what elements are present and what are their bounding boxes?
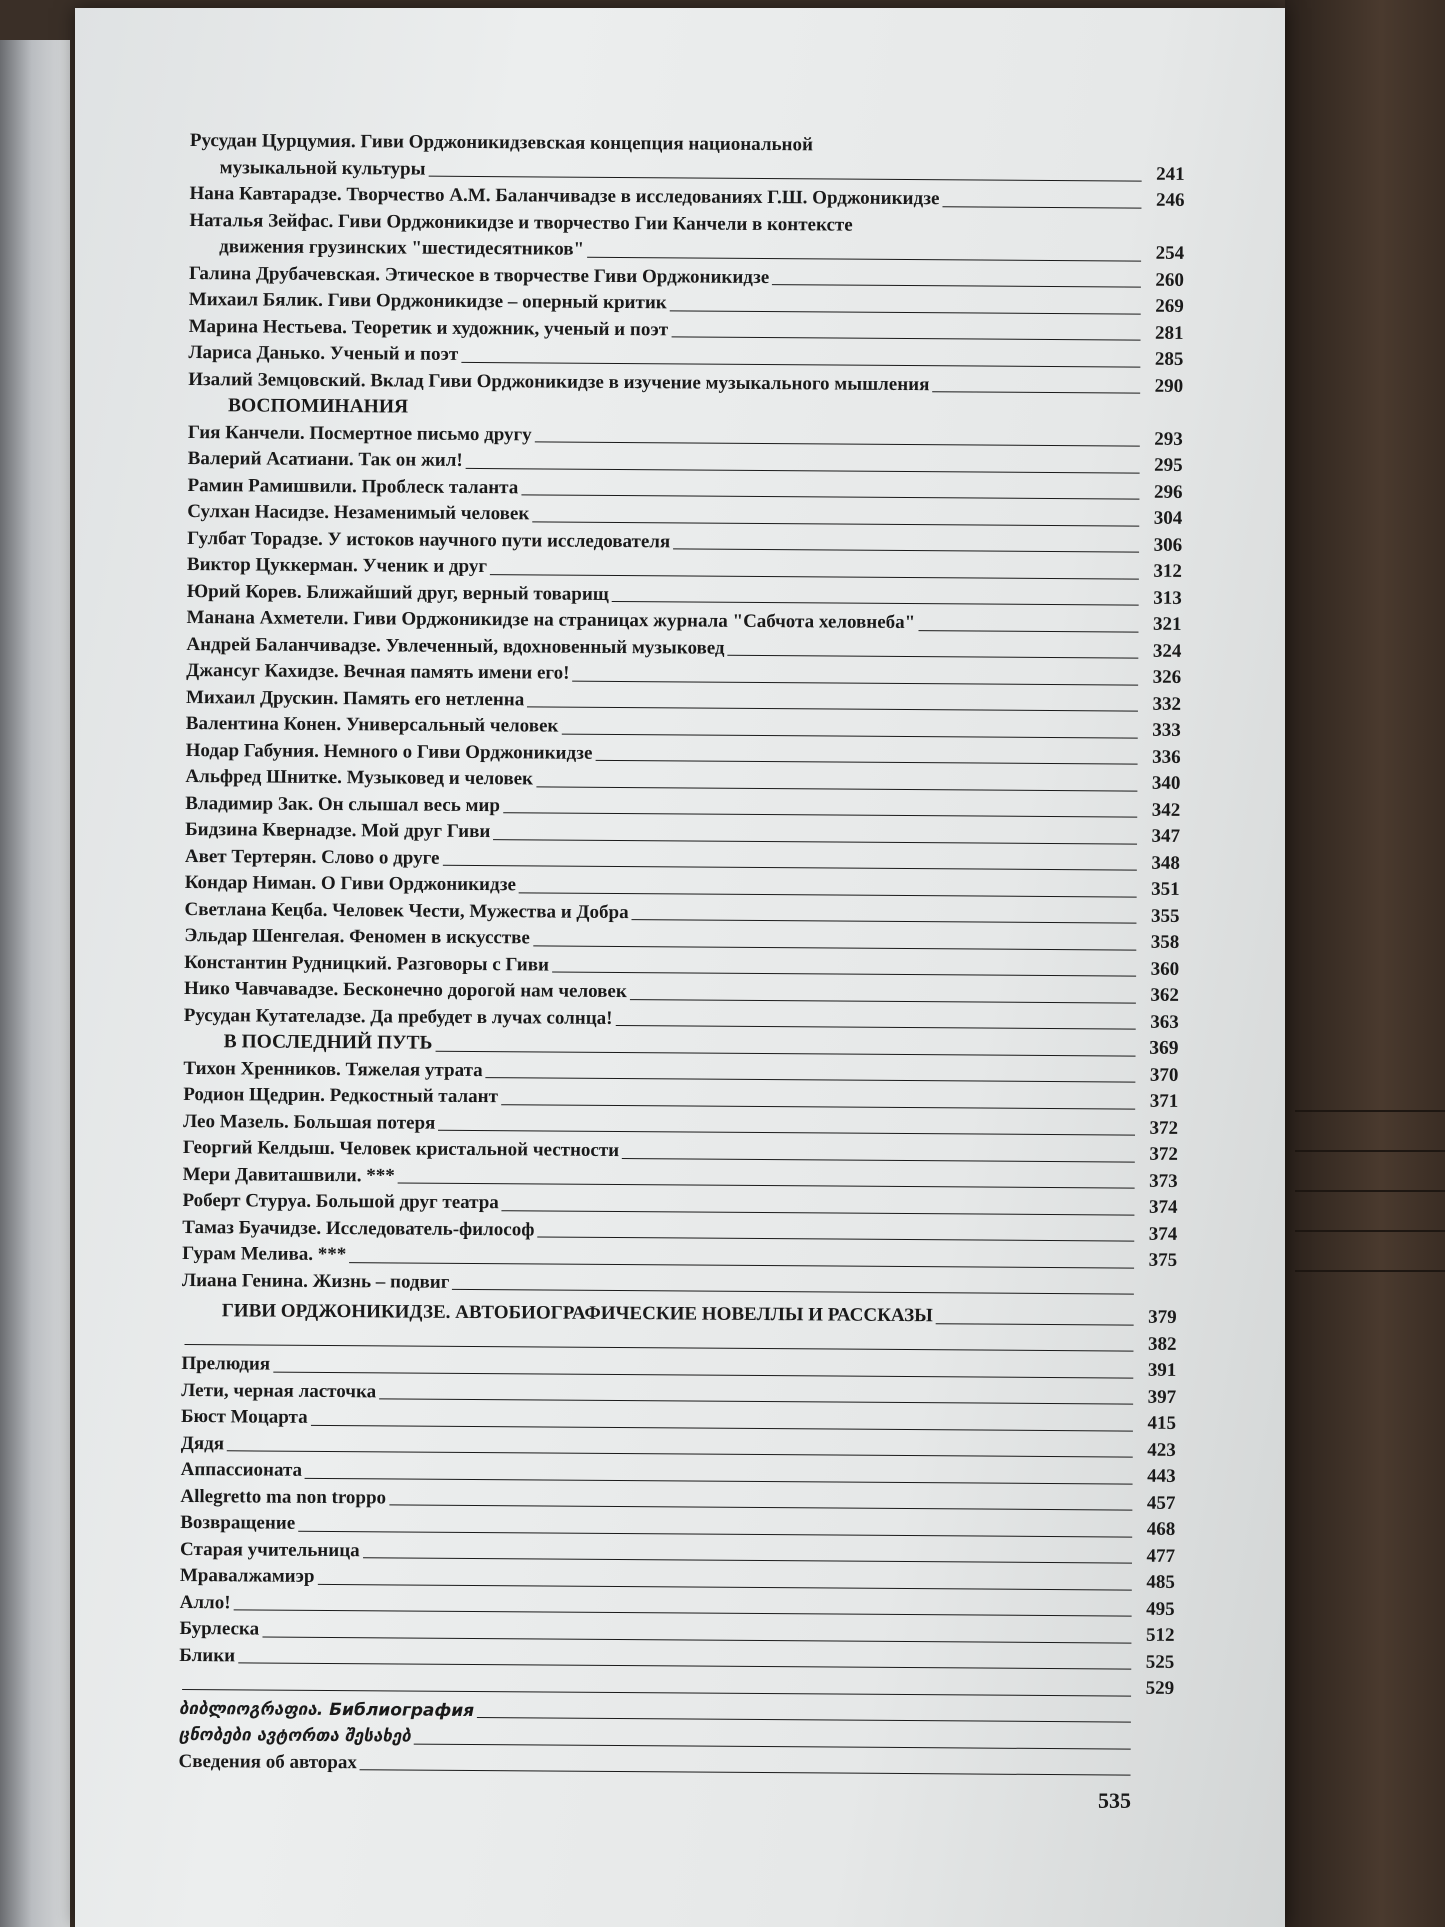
toc-entry-page: 370: [1149, 1064, 1179, 1086]
toc-entry-page: 373: [1149, 1170, 1178, 1192]
toc-leader-line: [533, 945, 1136, 950]
toc-entry-title: Allegretto ma non troppo: [180, 1485, 387, 1508]
toc-leader-line: [486, 1077, 1136, 1083]
toc-entry-page: 360: [1150, 958, 1180, 980]
toc-entry-title: Русудан Цурцумия. Гиви Орджоникидзевская концепция национальной: [189, 129, 814, 156]
toc-entry-title: Роберт Стуруа. Большой друг театра: [182, 1189, 499, 1214]
toc-leader-line: [630, 999, 1136, 1004]
toc-entry-title: музыкальной культуры: [219, 156, 426, 180]
toc-entry-page: 443: [1147, 1465, 1176, 1487]
toc-leader-line: [918, 630, 1138, 633]
toc-entry-title: Валентина Конен. Универсальный человек: [185, 712, 559, 737]
toc-entry-page: 348: [1151, 852, 1180, 874]
toc-leader-line: [398, 1182, 1135, 1188]
toc-entry-page: 290: [1154, 375, 1184, 397]
toc-entry-title: Джансуг Кахидзе. Вечная память имени его!: [186, 659, 570, 684]
toc-leader-line: [379, 1398, 1133, 1404]
toc-entry-title: Тихон Хренников. Тяжелая утрата: [183, 1057, 483, 1081]
toc-entry-page: 355: [1150, 905, 1180, 927]
toc-entry-title: Нико Чавчавадзе. Бесконечно дорогой нам человек: [183, 977, 627, 1003]
toc-entry-page: 512: [1145, 1624, 1175, 1646]
toc-leader-line: [572, 680, 1138, 685]
toc-leader-line: [561, 733, 1137, 738]
toc-entry-title: Лети, черная ласточка: [181, 1379, 377, 1402]
toc-leader-line: [227, 1450, 1133, 1457]
toc-entry-page: 324: [1152, 640, 1182, 662]
toc-leader-line: [411, 415, 1140, 420]
toc-entry-page: 321: [1152, 613, 1182, 635]
toc-entry-page: 358: [1150, 931, 1180, 953]
toc-entry-title: Бидзина Квернадзе. Мой друг Гиви: [185, 818, 491, 843]
toc-entry-title: Прелюдия: [181, 1352, 271, 1375]
toc-leader-line: [234, 1609, 1132, 1616]
toc-entry-page: 372: [1149, 1143, 1178, 1165]
toc-leader-line: [182, 1688, 1131, 1696]
toc-leader-line: [262, 1636, 1131, 1643]
toc-entry-page: 332: [1152, 693, 1182, 715]
toc-entry-page: 304: [1153, 507, 1183, 529]
toc-entry-page: 351: [1151, 878, 1180, 900]
background-surface: [1285, 0, 1445, 1927]
toc-leader-line: [673, 548, 1139, 552]
toc-leader-line: [428, 176, 1141, 182]
paper-stack-line: [1295, 1270, 1445, 1272]
toc-leader-line: [317, 1583, 1131, 1590]
toc-leader-line: [521, 494, 1139, 499]
toc-leader-line: [535, 441, 1140, 446]
toc-entry-page: 293: [1154, 428, 1183, 450]
toc-entry-page: 457: [1146, 1492, 1176, 1514]
paper-stack-line: [1295, 1150, 1445, 1152]
toc-entry-title: Гурам Мелива. ***: [182, 1242, 347, 1266]
toc-entry-title: Альфред Шнитке. Музыковед и человек: [185, 765, 534, 790]
toc-entry-title: Светлана Кецба. Человек Чести, Мужества и Добра: [184, 898, 629, 923]
toc-leader-line: [435, 1050, 1135, 1056]
toc-leader-line: [360, 1769, 1131, 1775]
toc-entry-page: 468: [1146, 1518, 1176, 1540]
toc-leader-line: [519, 892, 1137, 897]
toc-leader-line: [185, 1344, 1134, 1352]
toc-leader-line: [438, 1130, 1135, 1136]
toc-entry-title: Марина Нестьева. Теоретик и художник, ученый и поэт: [188, 315, 669, 340]
toc-leader-line: [461, 361, 1140, 367]
toc-entry-title: Владимир Зак. Он слышал весь мир: [185, 792, 501, 816]
toc-entry-title: Мравалжамиэр: [179, 1564, 315, 1587]
toc-entry-title: ГИВИ ОРДЖОНИКИДЗЕ. АВТОБИОГРАФИЧЕСКИЕ НОВЕЛЛЫ И РАССКАЗЫ: [221, 1300, 933, 1327]
toc-leader-line: [728, 655, 1139, 659]
toc-leader-line: [502, 1210, 1135, 1215]
toc-entry-page: 296: [1153, 481, 1183, 503]
toc-entry-page: 285: [1154, 348, 1184, 370]
toc-entry-title: Валерий Асатиани. Так он жил!: [187, 447, 463, 471]
toc-entry-title: Константин Рудницкий. Разговоры с Гиви: [184, 951, 550, 976]
toc-entry-title: Алло!: [179, 1591, 231, 1613]
toc-entry-page: 397: [1147, 1386, 1177, 1408]
toc-entry-page: 415: [1147, 1412, 1177, 1434]
toc-entry-page: 333: [1152, 719, 1181, 741]
toc-entry-page: 363: [1150, 1011, 1179, 1033]
toc-entry-page: 372: [1149, 1117, 1179, 1139]
toc-entry-title: Изалий Земцовский. Вклад Гиви Орджоникидзе в изучение музыкального мышления: [188, 368, 930, 395]
toc-leader-line: [587, 256, 1141, 261]
toc-entry-page: 525: [1145, 1651, 1175, 1673]
toc-entry-page: 382: [1147, 1333, 1177, 1355]
toc-leader-line: [349, 1262, 1134, 1268]
toc-entry-page: 529: [1145, 1677, 1175, 1699]
toc-entry-title: Юрий Корев. Ближайший друг, верный товарищ: [186, 580, 609, 605]
toc-entry-title: ცნობები ავტორთა შესახებ: [178, 1724, 411, 1747]
adjacent-page-edge: [0, 40, 70, 1927]
paper-stack-line: [1295, 1230, 1445, 1232]
toc-leader-line: [622, 1158, 1135, 1163]
toc-entry-page: 246: [1155, 189, 1185, 211]
toc-leader-line: [477, 1717, 1131, 1723]
toc-entry-page: 340: [1151, 772, 1181, 794]
toc-leader-line: [389, 1504, 1132, 1510]
toc-entry-page: 295: [1154, 454, 1183, 476]
toc-entry-page: 391: [1147, 1359, 1177, 1381]
toc-leader-line: [527, 706, 1138, 711]
toc-leader-line: [414, 1743, 1131, 1749]
paper-stack-line: [1295, 1190, 1445, 1192]
toc-leader-line: [670, 310, 1141, 314]
toc-leader-line: [490, 574, 1139, 580]
toc-leader-line: [305, 1477, 1133, 1484]
toc-entry-page: 362: [1150, 984, 1180, 1006]
toc-entry-page: 495: [1146, 1598, 1175, 1620]
toc-leader-line: [612, 601, 1139, 606]
toc-entry-title: Нана Кавтарадзе. Творчество А.М. Баланчивадзе в исследованиях Г.Ш. Орджоникидзе: [189, 182, 940, 210]
toc-entry-title: Михаил Бялик. Гиви Орджоникидзе – оперный критик: [188, 288, 667, 314]
toc-leader-line: [772, 284, 1141, 288]
toc-entry-page: 371: [1149, 1090, 1179, 1112]
toc-entry-page: 423: [1147, 1439, 1176, 1461]
toc-leader-line: [632, 919, 1137, 924]
toc-entry-page: 313: [1153, 587, 1182, 609]
toc-leader-line: [932, 391, 1140, 393]
toc-leader-line: [311, 1424, 1133, 1431]
toc-entry-page: 374: [1148, 1223, 1178, 1245]
toc-entry-page: 260: [1155, 269, 1185, 291]
toc-entry-title: Кондар Ниман. О Гиви Орджоникидзе: [184, 871, 517, 896]
toc-entry-page: 281: [1155, 322, 1184, 344]
toc-leader-line: [816, 153, 1142, 155]
toc-entry-title: Лариса Данько. Ученый и поэт: [188, 341, 459, 365]
toc-entry-title: Старая учительница: [180, 1538, 360, 1561]
toc-leader-line: [537, 1236, 1134, 1241]
toc-entry-title: Дядя: [180, 1432, 225, 1454]
toc-entry-title: Лео Мазель. Большая потеря: [182, 1110, 436, 1134]
toc-entry-page: 379: [1148, 1306, 1177, 1328]
toc-entry-title: Галина Друбачевская. Этическое в творчестве Гиви Орджоникидзе: [188, 262, 770, 288]
toc-leader-line: [552, 972, 1136, 977]
toc-entry-title: Нодар Габуния. Немного о Гиви Орджоникидзе: [185, 739, 593, 764]
toc-entry-title: Аппассионата: [180, 1458, 303, 1481]
toc-entry-title: Наталья Зейфас. Гиви Орджоникидзе и творчество Гии Канчели в контексте: [189, 209, 853, 236]
toc-entry-title: Георгий Келдыш. Человек кристальной честности: [182, 1136, 620, 1162]
toc-entry-title: Михаил Друскин. Память его нетленна: [185, 686, 525, 710]
toc-entry-page: 254: [1155, 242, 1185, 264]
toc-entry-title: Андрей Баланчивадзе. Увлеченный, вдохновенный музыковед: [186, 633, 725, 659]
toc-leader-line: [273, 1371, 1133, 1378]
toc-leader-line: [452, 1289, 1134, 1295]
toc-leader-line: [671, 336, 1140, 340]
toc-entry-title: Сулхан Насидзе. Незаменимый человек: [187, 500, 530, 525]
table-of-contents: [179, 128, 1185, 1782]
toc-entry-title: Гия Канчели. Посмертное письмо другу: [187, 421, 532, 445]
toc-entry-title: Лиана Генина. Жизнь – подвиг: [181, 1269, 450, 1293]
toc-entry-title: Тамаз Буачидзе. Исследователь-философ: [182, 1216, 535, 1240]
toc-leader-line: [942, 206, 1141, 208]
toc-entry-title: Сведения об авторах: [178, 1750, 357, 1773]
toc-entry: [182, 1267, 1177, 1300]
toc-entry-page: 312: [1153, 560, 1183, 582]
toc-leader-line: [442, 865, 1136, 871]
toc-leader-line: [503, 812, 1137, 817]
toc-entry-page: 375: [1148, 1249, 1178, 1271]
toc-entry-page: 374: [1148, 1196, 1178, 1218]
toc-entry-title: В ПОСЛЕДНИЙ ПУТЬ: [223, 1031, 433, 1054]
toc-entry-title: Эльдар Шенгелая. Феномен в искусстве: [184, 924, 530, 949]
toc-entry-page: 269: [1155, 295, 1184, 317]
toc-entry-title: ბიბლიოგრაფია. Библиография: [178, 1698, 475, 1721]
toc-entry-title: Виктор Цуккерман. Ученик и друг: [186, 553, 488, 578]
toc-entry-title: Русудан Кутателадзе. Да пребудет в лучах солнца!: [183, 1004, 613, 1029]
toc-entry-title: Авет Тертерян. Слово о друге: [184, 845, 440, 869]
toc-leader-line: [466, 467, 1140, 473]
toc-entry-title: Манана Ахметели. Гиви Орджоникидзе на страницах журнала "Сабчота хеловнеба": [186, 606, 916, 634]
toc-entry-title: Гулбат Торадзе. У истоков научного пути исследователя: [187, 527, 671, 552]
toc-leader-line: [238, 1662, 1131, 1669]
toc-leader-line: [936, 1323, 1134, 1325]
toc-entry-title: Блики: [179, 1644, 236, 1666]
toc-entry-title: Бурлеска: [179, 1617, 260, 1640]
toc-entry-title: ВОСПОМИНАНИЯ: [227, 395, 409, 418]
toc-leader-line: [856, 233, 1142, 235]
toc-leader-line: [501, 1104, 1135, 1109]
paper-stack-line: [1295, 1110, 1445, 1112]
toc-leader-line: [298, 1530, 1132, 1537]
toc-entry-page: 306: [1153, 534, 1183, 556]
toc-entry-page: 326: [1152, 666, 1182, 688]
toc-entry-title: Возвращение: [180, 1511, 296, 1534]
toc-leader-line: [532, 521, 1139, 526]
toc-entry-page: 485: [1146, 1571, 1175, 1593]
toc-leader-line: [493, 839, 1137, 844]
toc-entry-page: 347: [1151, 825, 1181, 847]
toc-entry-title: Рамин Рамишвили. Проблеск таланта: [187, 474, 519, 498]
toc-entry-page: 342: [1151, 799, 1181, 821]
toc-entry-page: 336: [1152, 746, 1181, 768]
toc-leader-line: [615, 1025, 1135, 1030]
toc-leader-line: [536, 786, 1137, 791]
toc-entry-page: 477: [1146, 1545, 1176, 1567]
toc-entry-title: Родион Щедрин. Редкостный талант: [183, 1083, 499, 1108]
toc-entry-title: Бюст Моцарта: [180, 1405, 308, 1428]
toc-entry-page: 241: [1156, 163, 1185, 185]
toc-entry-title: движения грузинских "шестидесятников": [219, 236, 585, 260]
toc-entry-title: Мери Давиташвили. ***: [182, 1163, 395, 1186]
toc-leader-line: [363, 1557, 1132, 1563]
toc-leader-line: [595, 760, 1137, 765]
page-number: 535: [1098, 1788, 1131, 1813]
toc-entry-page: 369: [1149, 1037, 1179, 1059]
